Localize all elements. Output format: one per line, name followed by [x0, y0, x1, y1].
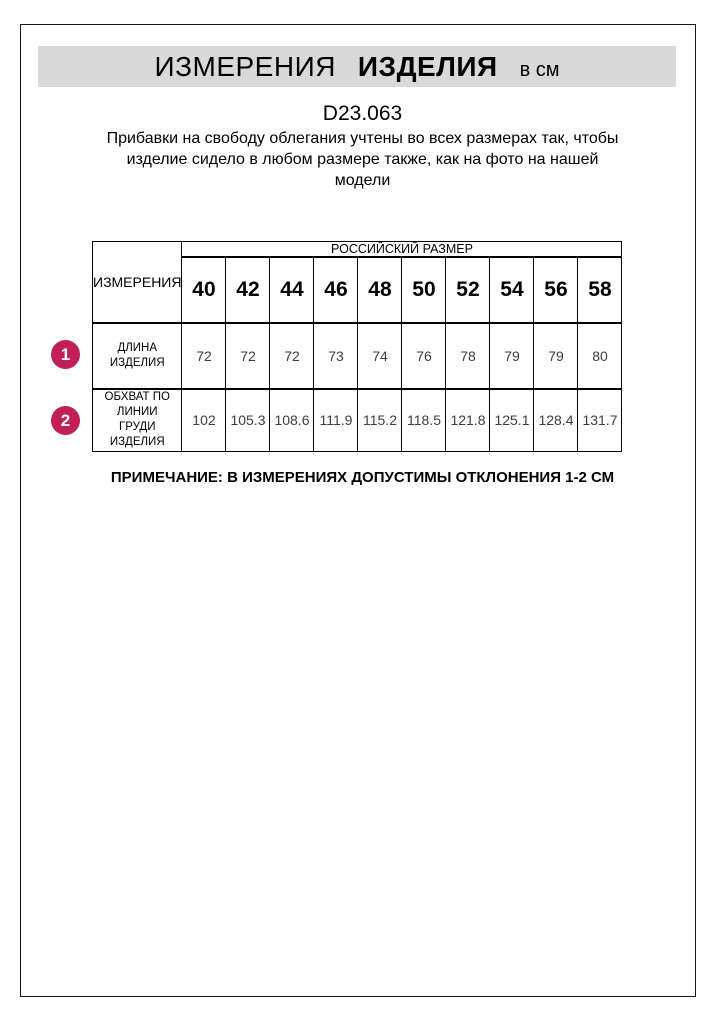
table-row-chest [93, 389, 622, 451]
marker-1-badge: 1 [51, 340, 80, 369]
size-group-header-cell: РОССИЙСКИЙ РАЗМЕР [182, 242, 622, 258]
size-header-cell: 46 [314, 257, 358, 323]
description-line: Прибавки на свободу облегания учтены во всех размерах так, чтобы [106, 130, 619, 147]
value-cell: 72 [270, 323, 314, 389]
corner-header-cell: ИЗМЕРЕНИЯ [93, 242, 182, 324]
size-header-cell: 42 [226, 257, 270, 323]
value-cell: 121.8 [446, 389, 490, 451]
value-cell: 118.5 [402, 389, 446, 451]
value-cell: 131.7 [578, 389, 622, 451]
value-cell: 128.4 [534, 389, 578, 451]
marker-2-badge: 2 [51, 406, 80, 435]
size-header-cell: 40 [182, 257, 226, 323]
value-cell: 73 [314, 323, 358, 389]
row-label: ДЛИНА ИЗДЕЛИЯ [93, 323, 182, 389]
value-cell: 72 [226, 323, 270, 389]
description-line: модели [334, 172, 391, 189]
title-bar [38, 46, 676, 87]
value-cell: 79 [534, 323, 578, 389]
value-cell: 76 [402, 323, 446, 389]
size-header-cell: 56 [534, 257, 578, 323]
title-measurements: ИЗМЕРЕНИЯ [154, 51, 336, 82]
product-code: D23.063 [322, 102, 403, 125]
table-row [93, 242, 622, 258]
title-units: в см [519, 59, 560, 81]
value-cell: 74 [358, 323, 402, 389]
product-description [63, 128, 663, 191]
value-cell: 105.3 [226, 389, 270, 451]
size-header-cell: 58 [578, 257, 622, 323]
value-cell: 79 [490, 323, 534, 389]
row-label: ОБХВАТ ПО ЛИНИИ ГРУДИ ИЗДЕЛИЯ [93, 389, 182, 451]
size-header-cell: 44 [270, 257, 314, 323]
size-header-cell: 50 [402, 257, 446, 323]
value-cell: 80 [578, 323, 622, 389]
size-header-cell: 48 [358, 257, 402, 323]
size-header-cell: 52 [446, 257, 490, 323]
title-product: ИЗДЕЛИЯ [357, 51, 498, 82]
value-cell: 78 [446, 323, 490, 389]
value-cell: 125.1 [490, 389, 534, 451]
value-cell: 72 [182, 323, 226, 389]
description-line: изделие сидело в любом размере также, как на фото на нашей [126, 151, 599, 168]
size-header-cell: 54 [490, 257, 534, 323]
value-cell: 108.6 [270, 389, 314, 451]
value-cell: 102 [182, 389, 226, 451]
note-text: ПРИМЕЧАНИЕ: В ИЗМЕРЕНИЯХ ДОПУСТИМЫ ОТКЛОНЕНИЯ 1-2 СМ [110, 469, 615, 486]
table-row-length [93, 323, 622, 389]
measurements-table [92, 241, 622, 452]
value-cell: 111.9 [314, 389, 358, 451]
value-cell: 115.2 [358, 389, 402, 451]
